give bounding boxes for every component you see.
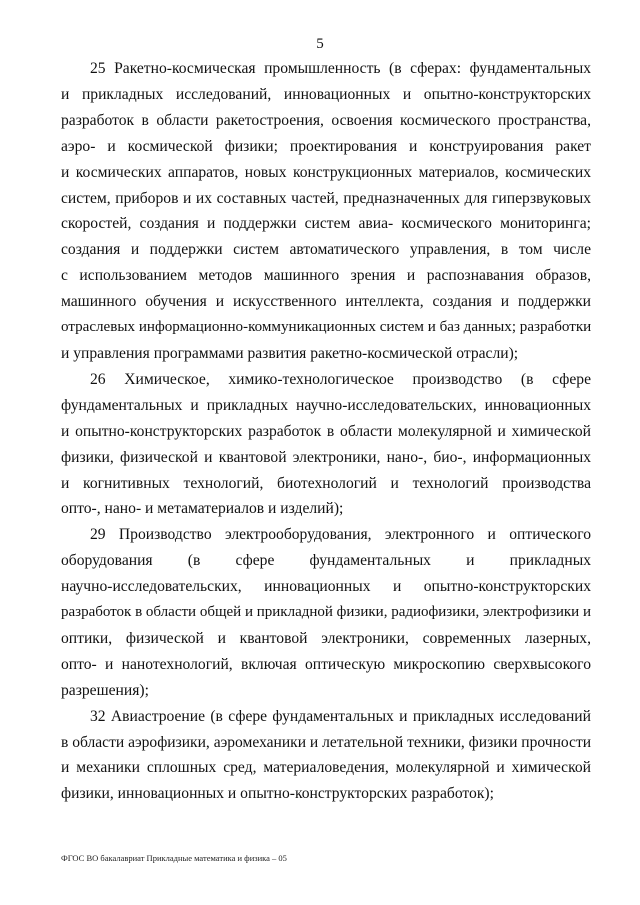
text-line: 32 Авиастроение (в сфере фундаментальных и прикладных исследований [90, 707, 591, 725]
text-line: разработок в области общей и прикладной физики, радиофизики, электрофизики и [61, 604, 591, 621]
text-line: и космических аппаратов, новых конструкционных материалов, космических [61, 163, 591, 181]
text-line: отраслевых информационно-коммуникационных систем и баз данных; разработки [61, 319, 592, 336]
paragraph-32-aircraft [61, 704, 591, 808]
text-line: систем, приборов и их составных частей, предназначенных для гиперзвуковых [61, 189, 591, 207]
text-line: 26 Химическое, химико-технологическое производство (в сфере [90, 370, 591, 388]
text-line: разработок в области ракетостроения, освоения космического пространства, [61, 111, 591, 129]
text-line: 29 Производство электрооборудования, электронного и оптического [90, 526, 591, 544]
text-line: 25 Ракетно-космическая промышленность (в сферах: фундаментальных [90, 60, 591, 77]
text-line: и прикладных исследований, инновационных и опытно-конструкторских [61, 85, 591, 103]
text-line: физики, инновационных и опытно-конструкторских разработок); [61, 785, 494, 803]
text-line: аэро- и космической физики; проектирования и конструирования ракет [61, 137, 591, 155]
text-line: и опытно-конструкторских разработок в области молекулярной и химической [61, 422, 591, 440]
page-content [61, 56, 591, 807]
paragraph-29-electrical-equipment [61, 522, 591, 703]
text-line: создания и поддержки систем автоматического управления, в том числе [61, 241, 591, 259]
text-line: научно-исследовательских, инновационных и опытно-конструкторских [61, 578, 591, 596]
text-line: и управления программами развития ракетно-космической отрасли); [61, 344, 519, 362]
text-line: скоростей, создания и поддержки систем авиа- космического мониторинга; [61, 215, 591, 233]
text-line: разрешения); [61, 681, 149, 699]
paragraph-25-rocket-space [61, 56, 591, 367]
paragraph-26-chemical [61, 367, 591, 522]
text-line: в области аэрофизики, аэромеханики и летательной техники, физики прочности [61, 733, 592, 751]
text-line: физики, физической и квантовой электроники, нано-, био-, информационных [61, 448, 591, 466]
text-line: фундаментальных и прикладных научно-исследовательских, инновационных [61, 396, 591, 414]
text-line: машинного обучения и искусственного интеллекта, создания и поддержки [61, 293, 591, 311]
text-line: оборудования (в сфере фундаментальных и прикладных [61, 552, 591, 570]
text-line: и механики сплошных сред, материаловедения, молекулярной и химической [61, 759, 591, 777]
text-line: опто- и нанотехнологий, включая оптическую микроскопию сверхвысокого [61, 655, 591, 673]
text-line: с использованием методов машинного зрения и распознавания образов, [61, 267, 591, 285]
page-footer: ФГОС ВО бакалавриат Прикладные математика и физика – 05 [61, 853, 287, 863]
text-line: и когнитивных технологий, биотехнологий и технологий производства [61, 474, 591, 492]
text-line: оптики, физической и квантовой электроники, современных лазерных, [61, 629, 591, 647]
text-line: опто-, нано- и метаматериалов и изделий); [61, 500, 344, 518]
page-number: 5 [316, 36, 324, 52]
